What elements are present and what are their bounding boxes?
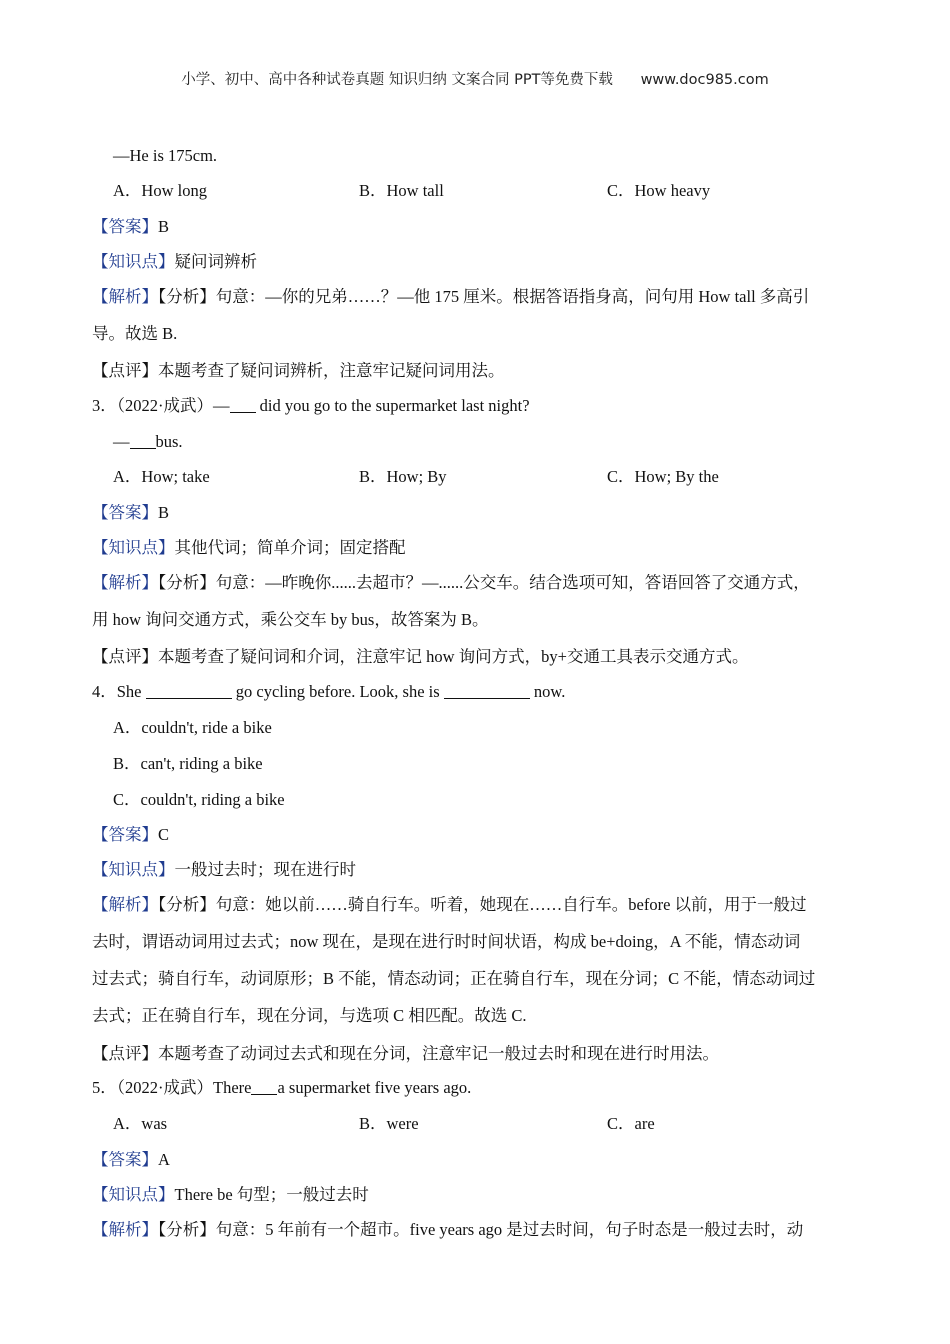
answer-tag: 【答案】 <box>92 1150 158 1169</box>
q3-stem-post: did you go to the supermarket last night? <box>255 396 530 415</box>
q3-option-c: C．How; By the <box>607 467 719 486</box>
q4-answer-value: C <box>158 825 170 844</box>
fenxi-tag: 【分析】 <box>158 1220 216 1239</box>
q5-stem <box>92 1077 471 1099</box>
header-text: 小学、初中、高中各种试卷真题 知识归纳 文案合同 PPT等免费下载 <box>181 72 613 88</box>
review-tag: 【点评】 <box>92 647 158 666</box>
q3-review <box>92 646 748 668</box>
q2-knowledge <box>92 251 257 273</box>
q4-analysis-line4: 去式；正在骑自行车，现在分词，与选项 C 相匹配。故选 C. <box>92 1006 527 1025</box>
q5-stem-post: a supermarket five years ago. <box>277 1078 472 1097</box>
q5-option-a: A．was <box>113 1114 168 1133</box>
q4-blank-2 <box>444 682 530 699</box>
q4-answer <box>92 824 169 846</box>
q2-review <box>92 360 505 382</box>
q2-analysis-line2: 导。故选 B. <box>92 324 178 343</box>
q4-analysis-line2: 去时，谓语动词用过去式；now 现在，是现在进行时时间状语，构成 be+doing，A 不能，情态动词 <box>92 932 801 951</box>
analysis-tag: 【解析】 <box>92 573 158 592</box>
q5-knowledge-text: There be 句型；一般过去时 <box>174 1185 369 1204</box>
q2-answer <box>92 216 169 238</box>
q4-analysis <box>92 894 807 916</box>
q2-analysis <box>92 286 809 308</box>
q4-stem-pre: She <box>116 682 146 701</box>
q3-reply-pre: — <box>113 432 130 451</box>
q3-review-text: 本题考查了疑问词和介词，注意牢记 how 询问方式，by+交通工具表示交通方式。 <box>158 647 749 666</box>
q2-answer-value: B <box>158 217 170 236</box>
q5-answer <box>92 1149 170 1171</box>
q5-option-c: C．are <box>607 1114 655 1133</box>
q2-option-b: B．How tall <box>359 181 444 200</box>
answer-tag: 【答案】 <box>92 503 158 522</box>
knowledge-tag: 【知识点】 <box>92 860 175 879</box>
q3-analysis <box>92 572 810 594</box>
q3-reply <box>113 431 183 453</box>
q2-answer-line: —He is 175cm. <box>113 146 218 165</box>
q5-analysis <box>92 1219 803 1241</box>
q4-number: 4． <box>92 682 117 701</box>
q3-number: 3． <box>92 396 117 415</box>
knowledge-tag: 【知识点】 <box>92 538 175 557</box>
q3-option-b: B．How; By <box>359 467 447 486</box>
q3-analysis-line2: 用 how 询问交通方式，乘公交车 by bus，故答案为 B。 <box>92 610 489 629</box>
answer-tag: 【答案】 <box>92 825 158 844</box>
analysis-tag: 【解析】 <box>92 287 158 306</box>
q4-knowledge-text: 一般过去时；现在进行时 <box>174 860 356 879</box>
q5-answer-value: A <box>158 1150 170 1169</box>
fenxi-tag: 【分析】 <box>158 573 216 592</box>
q3-blank-1 <box>230 396 256 413</box>
q5-knowledge <box>92 1184 369 1206</box>
q4-stem-post: now. <box>529 682 566 701</box>
q5-number: 5． <box>92 1078 117 1097</box>
q2-option-c: C．How heavy <box>607 181 711 200</box>
q3-source: （2022·成武） <box>116 396 213 415</box>
fenxi-tag: 【分析】 <box>158 287 216 306</box>
q5-blank <box>251 1078 277 1095</box>
q3-answer-value: B <box>158 503 170 522</box>
q3-stem <box>92 395 530 417</box>
page-header <box>0 68 950 89</box>
q4-stem-mid: go cycling before. Look, she is <box>231 682 444 701</box>
q5-option-b: B．were <box>359 1114 419 1133</box>
q3-reply-post: bus. <box>155 432 183 451</box>
q2-review-text: 本题考查了疑问词辨析，注意牢记疑问词用法。 <box>158 361 505 380</box>
knowledge-tag: 【知识点】 <box>92 1185 175 1204</box>
q3-option-a: A．How; take <box>113 467 210 486</box>
q3-knowledge-text: 其他代词；简单介词；固定搭配 <box>174 538 406 557</box>
q4-review-text: 本题考查了动词过去式和现在分词，注意牢记一般过去时和现在进行时用法。 <box>158 1044 719 1063</box>
q5-analysis-line1: 句意：5 年前有一个超市。five years ago 是过去时间，句子时态是一般过去时，动 <box>215 1220 804 1239</box>
review-tag: 【点评】 <box>92 1044 158 1063</box>
review-tag: 【点评】 <box>92 361 158 380</box>
q3-analysis-line1: 句意：—昨晚你......去超市？—......公交车。结合选项可知，答语回答了交通方式， <box>215 573 810 592</box>
q5-source: （2022·成武） <box>116 1078 213 1097</box>
q4-analysis-line1: 句意：她以前……骑自行车。听着，她现在……自行车。before 以前，用于一般过 <box>215 895 807 914</box>
q3-answer <box>92 502 169 524</box>
q2-option-a: A．How long <box>113 181 207 200</box>
q3-knowledge <box>92 537 406 559</box>
q4-option-c: C．couldn't, riding a bike <box>113 790 285 809</box>
header-url: www.doc985.com <box>640 72 769 88</box>
knowledge-tag: 【知识点】 <box>92 252 175 271</box>
q3-stem-pre: — <box>213 396 230 415</box>
analysis-tag: 【解析】 <box>92 1220 158 1239</box>
q4-option-a: A．couldn't, ride a bike <box>113 718 272 737</box>
q4-blank-1 <box>146 682 232 699</box>
q5-stem-pre: There <box>213 1078 252 1097</box>
analysis-tag: 【解析】 <box>92 895 158 914</box>
fenxi-tag: 【分析】 <box>158 895 216 914</box>
q4-review <box>92 1043 719 1065</box>
q3-blank-2 <box>130 432 156 449</box>
q4-option-b: B．can't, riding a bike <box>113 754 263 773</box>
answer-tag: 【答案】 <box>92 217 158 236</box>
q4-analysis-line3: 过去式；骑自行车，动词原形；B 不能，情态动词；正在骑自行车，现在分词；C 不能，情态动词过 <box>92 969 816 988</box>
q4-stem <box>92 681 565 703</box>
q4-knowledge <box>92 859 356 881</box>
q2-analysis-line1: 句意：—你的兄弟……？—他 175 厘米。根据答语指身高，问句用 How tall 多高引 <box>215 287 810 306</box>
q2-knowledge-text: 疑问词辨析 <box>174 252 257 271</box>
